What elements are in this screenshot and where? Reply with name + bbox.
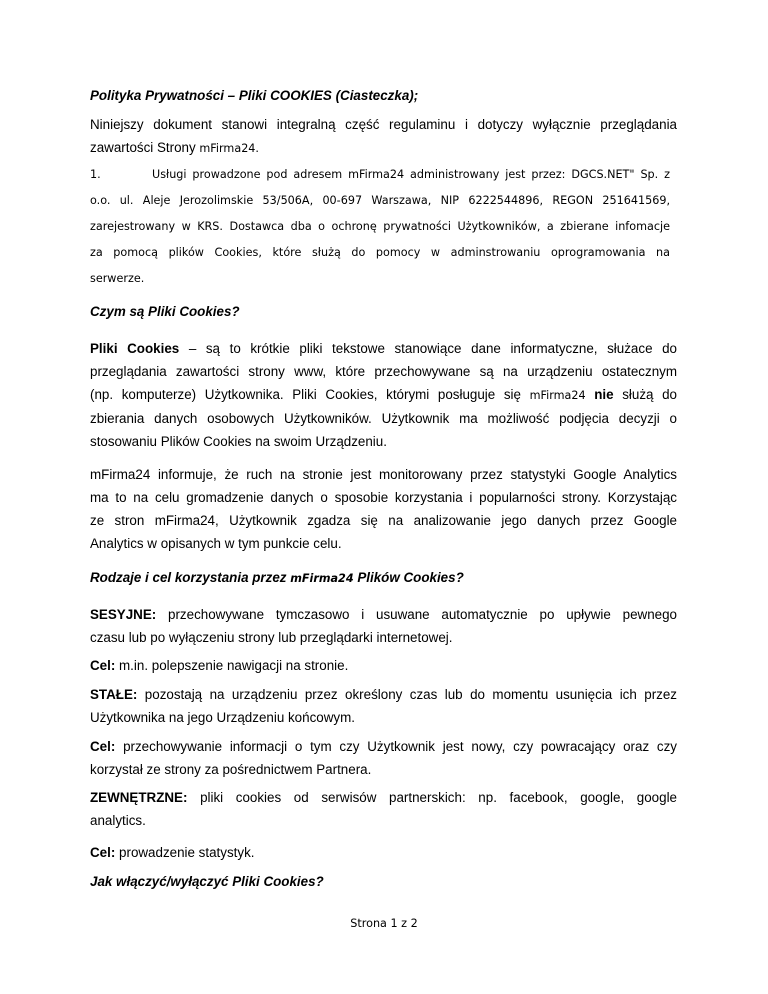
page-number-footer: Strona 1 z 2 <box>350 917 418 930</box>
heading-what-are-cookies: Czym są Pliki Cookies? <box>90 304 240 319</box>
point-1-line-1 <box>90 162 670 188</box>
point-1-number: 1. <box>90 168 101 181</box>
heading-cookie-types <box>90 566 677 590</box>
stale-line-1 <box>90 683 677 706</box>
cel-1 <box>90 654 677 677</box>
def-line-1-text: – są to krótkie pliki tekstowe stanowiące dane informatyczne, służace do <box>179 341 677 356</box>
sesyjne-paragraph <box>90 603 677 649</box>
sesyjne-label: SESYJNE: <box>90 607 157 622</box>
sesyjne-line-2: czasu lub po wyłączeniu strony lub przeglądarki internetowej. <box>90 630 453 645</box>
cookies-definition-paragraph <box>90 337 677 453</box>
def-line-3a: (np. komputerze) Użytkownika. Pliki Cookies, którymi posługuje się <box>90 387 530 402</box>
zew-line-1 <box>90 786 677 809</box>
intro-line-2-text: zawartości Strony <box>90 140 200 155</box>
def-line-3b: służą do <box>613 387 677 402</box>
zewnetrzne-paragraph <box>90 786 677 832</box>
def-nie: nie <box>585 387 614 402</box>
analytics-line-3: ze stron mFirma24, Użytkownik zgadza się na analizowanie jego danych przez Google <box>90 513 677 528</box>
zew-line-2: analytics. <box>90 813 146 828</box>
point-1-paragraph <box>90 162 670 292</box>
cel-3-label: Cel: <box>90 845 116 860</box>
heading-toggle-cookies: Jak włączyć/wyłączyć Pliki Cookies? <box>90 874 324 889</box>
def-line-2: przeglądania zawartości strony www, które przechowywane są na urządzeniu ostatecznym <box>90 364 677 379</box>
analytics-paragraph <box>90 463 677 555</box>
cel-2-paragraph <box>90 735 677 781</box>
types-heading-b: Plików Cookies? <box>353 570 464 585</box>
cel-2-line-2: korzystał ze strony za pośrednictwem Partnera. <box>90 762 372 777</box>
types-heading-a: Rodzaje i cel korzystania przez <box>90 570 291 585</box>
intro-brand: mFirma24. <box>199 142 259 155</box>
point-1-line-4: za pomocą plików Cookies, które służą do pomocy w adminstrowaniu oprogramowania na <box>90 246 670 259</box>
sesyjne-line-1 <box>90 603 677 626</box>
cel-1-label: Cel: <box>90 658 116 673</box>
analytics-line-1: mFirma24 informuje, że ruch na stronie jest monitorowany przez statystyki Google Analytics <box>90 467 677 482</box>
sesyjne-text: przechowywane tymczasowo i usuwane automatycznie po upływie pewnego <box>156 607 677 622</box>
cel-2-label: Cel: <box>90 739 116 754</box>
point-1-line-3: zarejestrowany w KRS. Dostawca dba o ochronę prywatności Użytkowników, a zbierane infomacje <box>90 220 670 233</box>
def-line-1 <box>90 337 677 360</box>
def-line-5: stosowaniu Plików Cookies na swoim Urządzeniu. <box>90 434 387 449</box>
document-title: Polityka Prywatności – Pliki COOKIES (Ciasteczka); <box>90 88 419 103</box>
analytics-line-2: ma to na celu gromadzenie danych o sposobie korzystania i popularności strony. Korzystając <box>90 490 677 505</box>
zew-text: pliki cookies od serwisów partnerskich: np. facebook, google, google <box>187 790 677 805</box>
intro-paragraph <box>90 113 677 160</box>
types-heading-brand: mFirma24 <box>290 572 354 585</box>
zew-label: ZEWNĘTRZNE: <box>90 790 188 805</box>
cel-1-text: m.in. polepszenie nawigacji na stronie. <box>115 658 349 673</box>
intro-line-2 <box>90 136 677 160</box>
def-line-3 <box>90 383 677 407</box>
def-line-4: zbierania danych osobowych Użytkowników. Użytkownik ma możliwość podjęcia decyzji o <box>90 411 677 426</box>
stale-paragraph <box>90 683 677 729</box>
stale-text: pozostają na urządzeniu przez określony czas lub do momentu usunięcia ich przez <box>137 687 677 702</box>
point-1-line-1-text: Usługi prowadzone pod adresem mFirma24 administrowany jest przez: DGCS.NET" Sp. z <box>152 168 670 181</box>
stale-label: STAŁE: <box>90 687 138 702</box>
stale-line-2: Użytkownika na jego Urządzeniu końcowym. <box>90 710 355 725</box>
analytics-line-4: Analytics w opisanych w tym punkcie celu. <box>90 536 342 551</box>
point-1-line-2: o.o. ul. Aleje Jerozolimskie 53/506A, 00-697 Warszawa, NIP 6222544896, REGON 251641569, <box>90 194 670 207</box>
cel-2-text: przechowywanie informacji o tym czy Użytkownik jest nowy, czy powracający oraz czy <box>115 739 677 754</box>
cel-3 <box>90 841 677 864</box>
intro-line-1: Niniejszy dokument stanowi integralną część regulaminu i dotyczy wyłącznie przeglądania <box>90 117 677 132</box>
point-1-line-5: serwerze. <box>90 272 145 285</box>
def-brand: mFirma24 <box>529 389 586 402</box>
cel-3-text: prowadzenie statystyk. <box>115 845 255 860</box>
def-term: Pliki Cookies <box>90 341 180 356</box>
cel-2-line-1 <box>90 735 677 758</box>
